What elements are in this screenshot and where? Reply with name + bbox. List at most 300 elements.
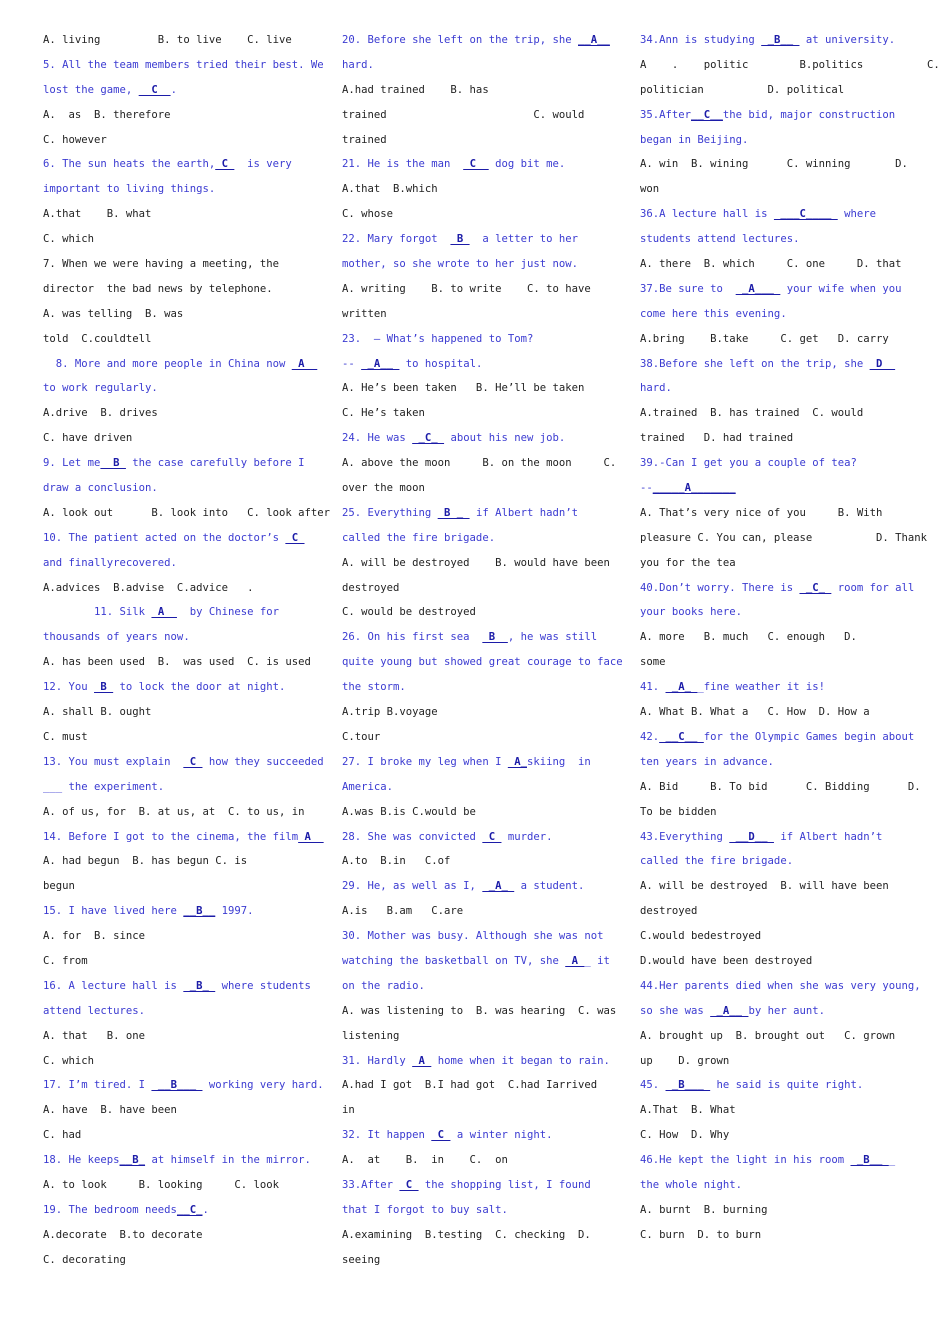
answer-blank: _B_ [183,979,216,992]
line-text: A.examining B.testing C. checking D. [342,1228,591,1241]
question-line [43,899,311,924]
line-text: C.would bedestroyed [640,930,762,943]
option-line [342,401,608,426]
line-text: and finallyrecovered. [43,556,177,569]
option-line [342,376,608,401]
line-text-after: room for all [831,581,915,594]
question-line [43,675,311,700]
option-line [640,1049,906,1074]
option-line [342,202,608,227]
question-line [342,1198,608,1223]
line-text: C. decorating [43,1253,126,1266]
line-text: A. to look B. looking C. look [43,1178,279,1191]
question-line [342,924,608,949]
answer-blank: A [151,606,177,619]
line-text-after: he said is quite right. [710,1079,864,1092]
line-text: 5. All the team members tried their best. We [43,58,324,71]
line-text: C. which [43,1054,95,1067]
question-line [43,600,311,625]
line-text: 29. He, as well as I, [342,880,483,893]
line-text: 40.Don’t worry. There is [640,581,800,594]
line-text-after: at university. [799,34,896,46]
option-line [342,800,608,825]
line-text: D.would have been destroyed [640,954,813,967]
option-line [342,849,608,874]
answer-blank: __A__ [578,34,610,46]
line-text: hard. [640,382,672,395]
line-text: C. from [43,954,88,967]
option-line [640,1198,906,1223]
line-text: begun [43,880,75,893]
line-text: come here this evening. [640,307,787,320]
answer-blank: A [412,1054,432,1067]
question-line [43,775,311,800]
line-text: 31. Hardly [342,1054,413,1067]
question-line [342,501,608,526]
option-line [640,1024,906,1049]
line-text: won [640,183,660,196]
line-text: A . politic B.politics C. [640,58,940,71]
question-line [640,302,906,327]
answer-blank: B [94,681,114,694]
line-text: listening [342,1029,400,1042]
answer-blank: _B___ [665,1079,711,1092]
answer-blank: _B__ [850,1154,889,1167]
line-text: 17. I’m tired. I [43,1079,152,1092]
option-line [43,128,311,153]
line-text: destroyed [342,581,400,594]
line-text-after: home when it began to rain. [431,1054,610,1067]
line-text: mother, so she wrote to her just now. [342,258,578,271]
line-text-after: a letter to her [469,233,579,246]
line-text: A. at B. in C. on [342,1154,508,1167]
line-text: 30. Mother was busy. Although she was not [342,930,604,943]
line-text-after: the case carefully before I [125,457,305,470]
option-line [43,874,311,899]
line-text: To be bidden [640,805,717,818]
line-text: C. would be destroyed [342,606,476,619]
question-line [43,352,318,377]
answer-blank: A_ [507,755,527,768]
line-text: trained C. would [342,108,585,121]
line-text: 15. I have lived here [43,905,184,918]
line-text: C. must [43,730,88,743]
option-line [640,551,906,576]
line-text: A.to B.in C.of [342,855,451,868]
line-text-after: where [837,208,876,221]
answer-blank: A [298,830,324,843]
question-line [342,53,608,78]
option-line [43,202,311,227]
line-text: C. How D. Why [640,1129,730,1142]
answer-blank: _A___ [735,282,781,295]
option-line [43,501,331,526]
question-line [640,352,906,377]
option-line [342,551,608,576]
line-text: C. burn D. to burn [640,1228,762,1241]
line-text: some [640,656,666,669]
line-text-after: dog bit me. [488,158,566,171]
question-line [342,949,608,974]
line-text: A. That’s very nice of you B. With [640,506,883,519]
answer-blank: __B__ [183,905,216,918]
line-text: lost the game, [43,83,139,96]
line-text: 9. Let me [43,457,101,470]
line-text: 37.Be sure to [640,282,736,295]
question-line [43,526,311,551]
line-text: began in Beijing. [640,133,749,146]
question-line [640,725,915,750]
line-text: 44.Her parents died when she was very young, [640,979,921,992]
option-line [342,476,608,501]
answer-blank: ___C____ [773,208,838,221]
question-line [640,376,906,401]
option-line [342,1098,608,1123]
line-text: A. win B. wining C. winning D. [640,158,908,171]
line-text-after: a winter night. [450,1129,553,1142]
option-line [640,1223,906,1248]
question-line [342,28,608,53]
line-text: 43.Everything [640,830,730,843]
option-line [640,177,906,202]
line-text: C. whose [342,208,394,221]
answer-blank: C [399,1178,419,1191]
line-text-after: _ it [584,954,610,967]
option-line [640,327,906,352]
option-line [342,1248,608,1273]
option-line [43,1098,311,1123]
question-line [43,551,311,576]
question-line [640,128,906,153]
line-text: over the moon [342,482,425,495]
line-text: A. Bid B. To bid C. Bidding D. [640,780,921,793]
line-text: up D. grown [640,1054,730,1067]
line-text: A. of us, for B. at us, at C. to us, in [43,805,305,818]
answer-blank: C [482,830,502,843]
option-line [43,725,311,750]
question-line [342,252,608,277]
line-text: draw a conclusion. [43,482,158,495]
question-line [640,600,906,625]
line-text: hard. [342,58,374,71]
line-text-after: if Albert hadn’t [773,830,883,843]
option-line [43,426,311,451]
line-text: politician D. political [640,83,845,96]
question-line [342,874,608,899]
line-text: on the radio. [342,979,425,992]
option-line [640,949,906,974]
option-line [640,501,906,526]
option-line [43,401,311,426]
option-line [342,177,608,202]
question-line [43,999,311,1024]
line-text: 16. A lecture hall is [43,979,184,992]
line-text: 35.After [640,108,692,121]
line-text: called the fire brigade. [640,855,794,868]
question-line [640,750,906,775]
line-text: A.was B.is C.would be [342,805,476,818]
answer-blank: _A_ [482,880,515,893]
line-text-after: _ [888,1154,896,1167]
line-text: to work regularly. [43,382,158,395]
line-text: A.that B.which [342,183,438,196]
line-text: 46.He kept the light in his room [640,1154,851,1167]
option-line [43,327,311,352]
question-line [640,675,906,700]
question-line [43,451,311,476]
line-text: 18. He keeps [43,1154,120,1167]
line-text: A. brought up B. brought out C. grown [640,1029,896,1042]
column-1 [43,28,331,1273]
option-line [342,899,608,924]
line-text: 13. You must explain [43,755,184,768]
line-text-after: 1997. [215,905,254,918]
option-line [342,128,608,153]
line-text: 27. I broke my leg when I [342,755,508,768]
line-text: A. had begun B. has begun C. is [43,855,248,868]
line-text: A. He’s been taken B. He’ll be taken [342,382,585,395]
option-line [43,924,311,949]
option-line [640,401,906,426]
question-line [43,78,311,103]
line-text: A.trained B. has trained C. would [640,407,864,420]
line-text-after: if Albert hadn’t [469,506,578,519]
option-line [640,526,928,551]
question-line [342,825,608,850]
option-line [43,1049,311,1074]
question-line [43,625,311,650]
option-line [43,277,311,302]
question-line [640,28,906,53]
option-line [43,576,311,601]
line-text: 12. You [43,681,95,694]
option-line [640,650,906,675]
line-text: quite young but showed great courage to face [342,656,623,669]
option-line [640,800,906,825]
line-text: A.is B.am C.are [342,905,464,918]
line-text: A. for B. since [43,930,146,943]
line-text-after: how they succeeded [202,755,324,768]
line-text: A. that B. one [43,1029,146,1042]
line-text: seeing [342,1253,381,1266]
option-line [640,78,906,103]
question-line [342,327,608,352]
answer-blank: B [100,457,126,470]
line-text: watching the basketball on TV, she [342,954,566,967]
option-line [43,700,311,725]
answer-blank: _A__ [361,357,400,370]
answer-blank: C [215,158,235,171]
question-line [43,177,311,202]
option-line [43,1248,311,1273]
option-line [640,700,906,725]
option-line [640,1123,906,1148]
option-line [640,874,906,899]
question-line [342,227,608,252]
question-line [43,53,324,78]
option-line [640,252,906,277]
line-text: that I forgot to buy salt. [342,1203,508,1216]
line-text-after: , he was still [507,631,598,644]
question-line [640,849,906,874]
line-text: C. however [43,133,107,146]
option-line [43,1123,311,1148]
line-text: 14. Before I got to the cinema, the film [43,830,299,843]
option-line [342,576,608,601]
option-line [342,999,617,1024]
line-text: trained D. had trained [640,432,794,445]
answer-blank: B [450,233,470,246]
question-line [342,625,608,650]
question-line [640,576,915,601]
line-text: 23. – What’s happened to Tom? [342,332,534,345]
question-line [342,426,608,451]
option-line [342,1073,608,1098]
option-line [640,53,940,78]
answer-blank: __B_ [119,1154,146,1167]
line-text: called the fire brigade. [342,531,496,544]
option-line [640,152,906,177]
line-text-after: skiing in [526,755,591,768]
option-line [43,800,311,825]
line-text-after: where students [215,979,311,992]
question-line [342,352,608,377]
line-text: A. more B. much C. enough D. [640,631,857,644]
line-text: A. as B. therefore [43,108,171,121]
line-text: 41. [640,681,666,694]
question-line [43,1198,311,1223]
option-line [43,28,311,53]
question-line [43,974,311,999]
line-text: 45. [640,1079,666,1092]
line-text: 6. The sun heats the earth, [43,158,216,171]
question-line [640,227,906,252]
line-text-after: for the Olympic Games begin about [703,730,915,743]
line-text-after: your wife when you [780,282,902,295]
option-line [342,103,608,128]
answer-blank: C [138,83,171,96]
line-text: A. have B. have been [43,1104,177,1117]
line-text: 38.Before she left on the trip, she [640,357,870,370]
option-line [43,1024,311,1049]
line-text-after: the shopping list, I found [418,1178,591,1191]
option-line [342,700,608,725]
line-text: you for the tea [640,556,736,569]
line-text: 36.A lecture hall is [640,208,774,221]
line-text: A. look out B. look into C. look after [43,506,331,519]
answer-blank: __D__ [729,830,774,843]
option-line [640,1098,906,1123]
answer-blank: C [463,158,489,171]
line-text: 21. He is the man [342,158,464,171]
answer-blank: _A__ [710,1004,749,1017]
line-text: America. [342,780,394,793]
question-line [640,451,906,476]
option-line [43,949,311,974]
line-text: A.bring B.take C. get D. carry [640,332,889,345]
line-text: director the bad news by telephone. [43,282,273,295]
question-line [640,202,906,227]
line-text: 22. Mary forgot [342,233,451,246]
line-text: A. What B. What a C. How D. How a [640,706,870,719]
answer-blank: C [285,531,305,544]
question-line [342,1049,608,1074]
line-text-after: to lock the door at night. [113,681,286,694]
line-text: A.advices B.advise C.advice . [43,581,254,594]
line-text: C. He’s taken [342,407,425,420]
line-text: written [342,307,387,320]
line-text-after: _fine weather it is! [697,681,825,694]
option-line [640,426,906,451]
option-line [342,277,608,302]
line-text: A. was listening to B. was hearing C. was [342,1004,617,1017]
option-line [43,103,311,128]
question-line [342,675,608,700]
line-text: 34.Ann is studying [640,34,762,46]
question-line [640,1073,906,1098]
column-2 [342,28,623,1273]
answer-blank: C [431,1129,451,1142]
question-line [43,825,324,850]
question-line [43,750,324,775]
line-text: told C.couldtell [43,332,152,345]
line-text-after: the bid, major construction [722,108,896,121]
line-text: so she was [640,1004,711,1017]
line-text-after: at himself in the mirror. [145,1154,311,1167]
option-line [43,252,311,277]
question-line [640,1148,906,1173]
line-text: -- [342,357,362,370]
answer-blank: _A_ [665,681,698,694]
line-text: the storm. [342,681,406,694]
line-text: C. had [43,1129,82,1142]
option-line [43,1223,311,1248]
line-text: 20. Before she left on the trip, she [342,34,578,46]
line-text-after: murder. [501,830,553,843]
line-text: A.trip B.voyage [342,706,438,719]
answer-blank: D [869,357,896,370]
line-text: A. will be destroyed B. will have been [640,880,889,893]
line-text: A. there B. which C. one D. that [640,258,902,271]
answer-blank: _____A_______ [652,482,736,495]
line-text: A. above the moon B. on the moon C. [342,457,617,470]
question-line [342,1173,608,1198]
option-line [640,899,906,924]
line-text: 10. The patient acted on the doctor’s [43,531,286,544]
line-text: A.That B. What [640,1104,736,1117]
question-line [640,999,906,1024]
line-text: A. living B. to live C. live [43,34,292,46]
question-line [342,1123,608,1148]
line-text: A. shall B. ought [43,706,152,719]
line-text: in [342,1104,355,1117]
line-text: 39.-Can I get you a couple of tea? [640,457,857,470]
line-text: thousands of years now. [43,631,190,644]
answer-blank: _B__ [761,34,800,46]
option-line [640,775,921,800]
line-text: A.had trained B. has [342,83,489,96]
line-text-after: working very hard. [202,1079,324,1092]
line-text-after: . [170,83,177,96]
line-text: attend lectures. [43,1004,146,1017]
option-line [342,78,608,103]
column-3 [640,28,940,1248]
answer-blank: C [183,755,203,768]
option-line [43,227,311,252]
answer-blank: _C_ [799,581,832,594]
line-text: important to living things. [43,183,216,196]
question-line [342,775,608,800]
